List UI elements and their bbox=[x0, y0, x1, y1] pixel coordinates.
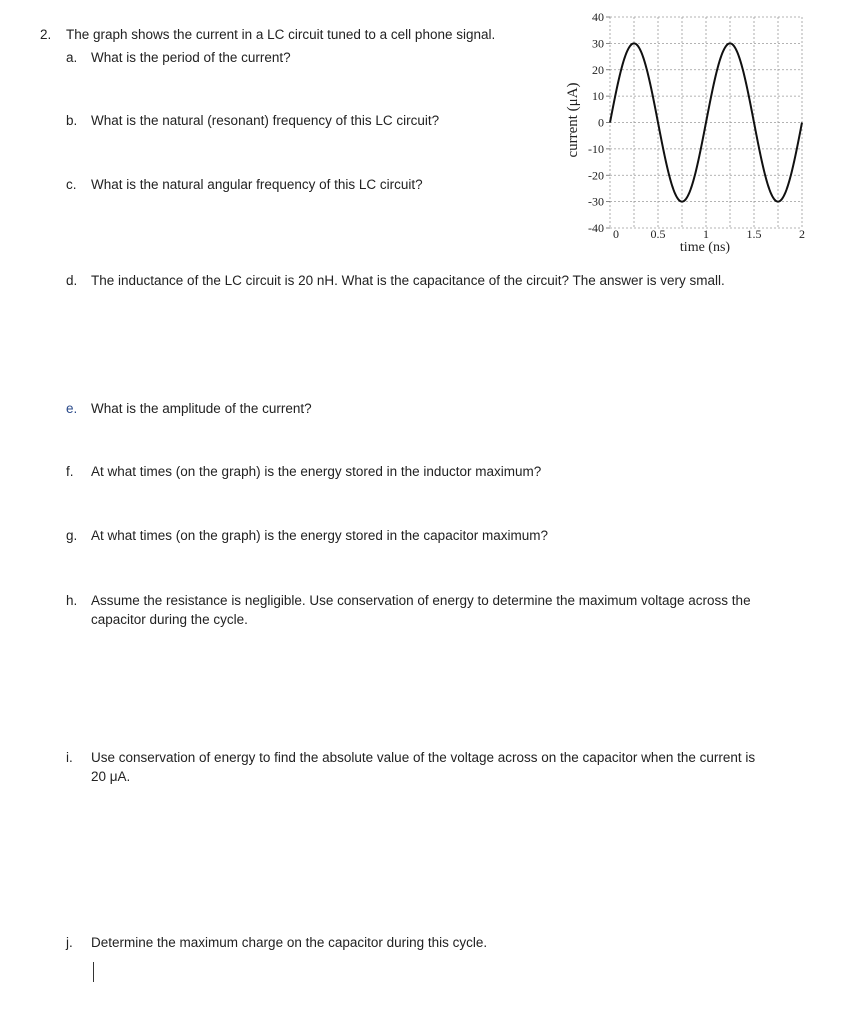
current-vs-time-chart bbox=[555, 0, 815, 262]
part-i-text-line1: Use conservation of energy to find the absolute value of the voltage across on the capacitor when the current is bbox=[91, 750, 756, 765]
y-tick-label: -20 bbox=[588, 168, 604, 183]
x-tick-label: 0 bbox=[613, 227, 619, 241]
question-intro: The graph shows the current in a LC circuit tuned to a cell phone signal. bbox=[66, 27, 496, 42]
part-b-text: What is the natural (resonant) frequency of this LC circuit? bbox=[91, 113, 440, 128]
part-j-text: Determine the maximum charge on the capacitor during this cycle. bbox=[91, 935, 488, 950]
part-d-label: d. bbox=[66, 273, 78, 288]
y-tick-label: 0 bbox=[598, 115, 604, 130]
text-cursor[interactable] bbox=[93, 962, 94, 982]
y-tick-label: 10 bbox=[592, 89, 604, 104]
x-tick-label: 1 bbox=[703, 227, 709, 241]
part-c-label: c. bbox=[66, 177, 77, 192]
y-tick-label: 20 bbox=[592, 62, 604, 77]
part-i-label: i. bbox=[66, 750, 73, 765]
y-axis-label: current (μA) bbox=[565, 82, 581, 158]
part-a-text: What is the period of the current? bbox=[91, 50, 291, 65]
part-f-label: f. bbox=[66, 464, 74, 479]
x-tick-label: 2 bbox=[799, 227, 805, 241]
y-tick-label: -10 bbox=[588, 141, 604, 156]
part-j-label: j. bbox=[66, 935, 73, 950]
part-g-text: At what times (on the graph) is the energy stored in the capacitor maximum? bbox=[91, 528, 548, 543]
part-a-label: a. bbox=[66, 50, 78, 65]
y-tick-label: -40 bbox=[588, 221, 604, 235]
part-h-text-line2: capacitor during the cycle. bbox=[91, 612, 248, 627]
part-e-text: What is the amplitude of the current? bbox=[91, 401, 312, 416]
part-h-text-line1: Assume the resistance is negligible. Use conservation of energy to determine the maximum voltage across the bbox=[91, 593, 751, 608]
y-tick-label: -30 bbox=[588, 194, 604, 209]
question-number: 2. bbox=[40, 27, 52, 42]
part-f-text: At what times (on the graph) is the energy stored in the inductor maximum? bbox=[91, 464, 542, 479]
part-b-label: b. bbox=[66, 113, 78, 128]
part-e-label: e. bbox=[66, 401, 78, 416]
part-d-text: The inductance of the LC circuit is 20 nH. What is the capacitance of the circuit? The answer is very small. bbox=[91, 273, 725, 288]
chart-ticks bbox=[588, 10, 805, 241]
x-tick-label: 1.5 bbox=[746, 227, 762, 241]
part-i-text-line2: 20 μA. bbox=[91, 769, 131, 784]
y-tick-label: 30 bbox=[592, 36, 604, 51]
x-axis-label: time (ns) bbox=[679, 240, 731, 255]
x-tick-label: 0.5 bbox=[650, 227, 666, 241]
y-tick-label: 40 bbox=[592, 10, 604, 24]
part-c-text: What is the natural angular frequency of this LC circuit? bbox=[91, 177, 423, 192]
part-h-label: h. bbox=[66, 593, 78, 608]
part-g-label: g. bbox=[66, 528, 78, 543]
